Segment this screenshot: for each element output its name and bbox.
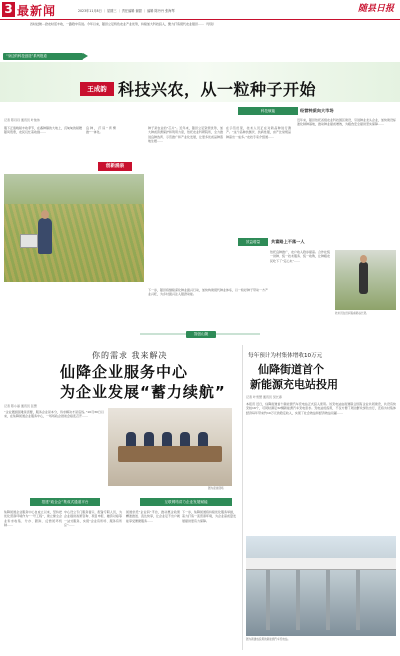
farmer-head	[41, 210, 49, 219]
feature-column-2: 种子是农业的“芯片”。近年来，随县立足资源优势，加大种质资源保护和利用力度，依托农业科研院所，全力推进良种选育、示范推广和产业化发展，让更多优质品种落地生根……	[148, 126, 223, 144]
feature-column-1: 服下正值晚稻丰收季节，在番种镇的大地上，沉甸甸的稻穗随风低垂，农民们忙着收割……	[4, 126, 82, 135]
story3-headline-line2: 新能源充电站投用	[250, 378, 338, 391]
photo-caption-3: 图为座谈现场	[208, 487, 224, 490]
rice-field-photo	[4, 174, 144, 282]
feature-byline: 记者 陈丹丹 通讯员 叶俊伟	[4, 118, 40, 122]
story2-column-a2: 中心设立专门服务窗口，配备专职人员，为企业提供政策咨询、项目申报、融资对接等一站式服务，实现“企业有所呼、服务有所应”……	[64, 510, 122, 528]
story2-headline-line2: 为企业发展“蓄力续航”	[60, 383, 226, 401]
subhead-tag-2: 效益增量	[238, 238, 268, 246]
story3-kicker: 每年预计为村集体增收10万元	[248, 353, 323, 359]
newspaper-logo: 随县日报	[357, 4, 394, 14]
story2-column-b1: 街道依托“企业码”平台，推动惠企政策精准推送、直达快享，让企业足不出户就能享受便捷服务……	[126, 510, 180, 523]
section-title: 最新闻	[17, 4, 57, 18]
technician-head	[360, 255, 367, 263]
meeting-table	[118, 446, 222, 462]
author-tag: 王成韵	[80, 82, 114, 96]
technician-figure	[359, 262, 368, 294]
story3-headline-line1: 仙降街道首个	[258, 363, 324, 376]
story2-headline-line1: 仙降企业服务中心	[60, 363, 189, 381]
feature-headline: 科技兴农，从一粒种子开始	[118, 80, 317, 99]
subhead-title-2: 共富路上不落一人	[271, 239, 305, 244]
story2-subhead-b: 互联网络讲力企业发展赋能	[140, 498, 232, 506]
feature-column-1b: 良种，打造“育繁推”一体化。	[86, 126, 116, 135]
charger-post	[296, 570, 300, 630]
story2-column-b2: 下一步，仙降街道将持续优化服务举措，着力打造一流营商环境，为企业高质量发展提供更有力保障。	[182, 510, 236, 523]
story2-subhead-a: 搭建“政企会”集成式通道平台	[30, 498, 100, 506]
section-divider-tag: 智创山随	[186, 331, 216, 338]
subhead-tag-1: 科技赋能	[238, 107, 298, 115]
charger-post	[266, 570, 270, 630]
story2-kicker: 你的需求 我来解决	[92, 351, 168, 360]
meeting-photo	[108, 408, 232, 486]
field-inspection-photo	[335, 250, 396, 310]
story2-byline: 记者 陈小丽 通讯员 张慧	[4, 404, 37, 408]
story3-byline: 记者 叶雪慧 通讯员 吴长春	[246, 395, 282, 399]
farmer-figure	[38, 218, 52, 254]
innovation-badge: 创新涌泉	[98, 162, 132, 171]
canopy-roof	[246, 558, 396, 570]
feature-column-5: 依托良种推广，农户收入稳步提高。合作社统一供种、统一技术服务、统一收购，让种粮农民吃下了“定心丸”……	[270, 250, 330, 263]
column-divider	[242, 345, 243, 650]
charging-station-photo	[246, 536, 396, 636]
page-header	[0, 0, 400, 20]
lead-paragraph: 四时赶秧…抢农时话丰收，一路稳中有进。今年以来，随县立足特色农业产业优势，持续加大科技投入，聚力打造现代农业强县……（导读）	[30, 22, 217, 26]
dateline: 2023年11月8日 ｜ 星期三 ｜ 责任编辑 谢甜 ｜ 编辑 陈丹丹 张海琴	[78, 9, 175, 13]
story2-column-a1: 仙降街道企业服务中心自成立以来，坚持把优化营商环境作为“一号工程”，建立健全企业诉求收集、分办、跟踪、反馈闭环机制……	[4, 510, 62, 528]
feature-column-4: 近年来，随县依托省级农业科技园区建设，引进种业龙头企业，加快建设标准化制种基地，推动种业提质增效，为粮食安全提供坚实保障……	[297, 118, 396, 127]
charger-post	[356, 570, 360, 630]
page-number: 3	[2, 2, 15, 17]
field-instrument	[20, 234, 38, 248]
feature-column-3: 在示范田里，技术人员正在对新品种进行测产。“这个品种抗倒伏、抗病性强，亩产比常规品种高出一成多。”农技专家介绍道……	[226, 126, 291, 139]
photo-caption-4: 图为新建成投用的新能源汽车充电站。	[246, 638, 291, 641]
photo-caption-2: 技术员在田间查看稻谷长势。	[335, 312, 369, 315]
series-label: “身边的科技创造”系列报道	[3, 53, 83, 60]
story2-column-1: “企业遇到困难是需要，服务企业是本分，诉求解决才是底线。”10月30日以来，在仙降街道企业服务中心，一场场政企恳谈会接连召开……	[4, 410, 104, 419]
subhead-title-1: 经营种质向大市场	[300, 108, 334, 113]
story3-body: 本报讯 近日，仙降街道首个新能源汽车充电站正式投入使用。该充电站由街道联合国有企业共同建设，共设有快充桩16个，可同时满足32辆新能源汽车充电需求。充电站的投用，不仅方便了周边群众绿色出行，还将为村集体经济每年带来约10万元的稳定收入，实现了社会效益和经济效益双赢……	[246, 402, 396, 415]
charger-post	[326, 570, 330, 630]
feature-column-6: 下一步，随县将继续深化种业振兴行动，加快构建现代种业体系，以一粒好种子带动一方产业兴旺，为乡村振兴注入强劲动能。	[148, 288, 268, 297]
